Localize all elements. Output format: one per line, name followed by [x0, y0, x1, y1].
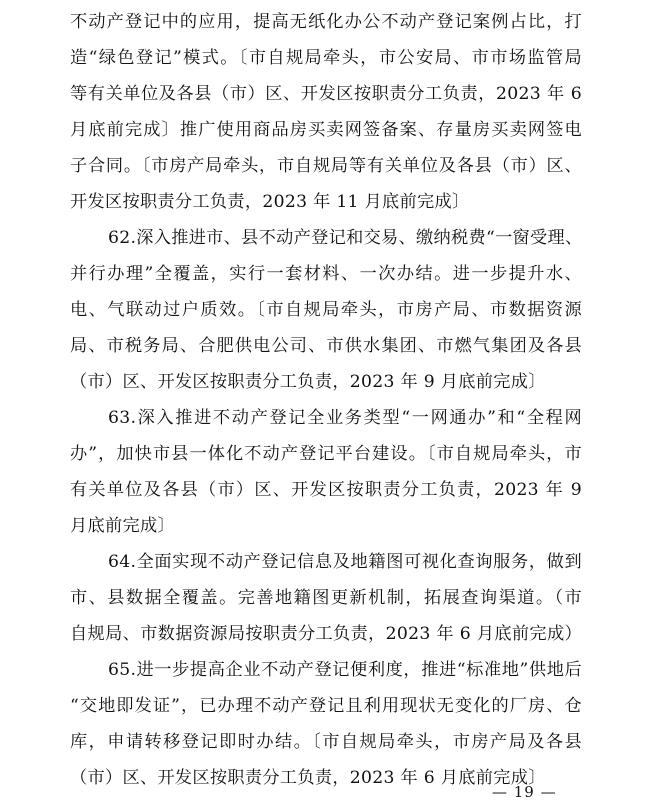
text-line: 造“绿色登记”模式。〔市自规局牵头，市公安局、市市场监管局 — [70, 48, 582, 68]
text-line: 有关单位及各县（市）区、开发区按职责分工负责，2023 年 9 — [70, 480, 582, 500]
text-line: 局、市税务局、合肥供电公司、市供水集团、市燃气集团及各县 — [70, 336, 582, 356]
text-line: （市）区、开发区按职责分工负责，2023 年 6 月底前完成〕 — [70, 768, 546, 788]
paragraph-63-first-line: 63.深入推进不动产登记全业务类型“一网通办”和“全程网 — [108, 408, 582, 428]
text-line: 电、气联动过户质效。〔市自规局牵头，市房产局、市数据资源 — [70, 300, 582, 320]
text-line: 月底前完成〕 — [70, 516, 175, 536]
text-line: 办”，加快市县一体化不动产登记平台建设。〔市自规局牵头，市 — [70, 444, 582, 464]
text-line: 不动产登记中的应用，提高无纸化办公不动产登记案例占比，打 — [70, 12, 582, 32]
text-line: 等有关单位及各县（市）区、开发区按职责分工负责，2023 年 6 — [70, 84, 582, 104]
page-number: — 19 — — [492, 783, 557, 801]
text-line: 子合同。〔市房产局牵头，市自规局等有关单位及各县（市）区、 — [70, 156, 582, 176]
text-line: 月底前完成〕推广使用商品房买卖网签备案、存量房买卖网签电 — [70, 120, 582, 140]
text-line: 并行办理”全覆盖，实行一套材料、一次办结。进一步提升水、 — [70, 264, 582, 284]
text-line: “交地即发证”，已办理不动产登记且利用现状无变化的厂房、仓 — [70, 696, 582, 716]
text-line: 开发区按职责分工负责，2023 年 11 月底前完成〕 — [70, 192, 470, 212]
paragraph-62-first-line: 62.深入推进市、县不动产登记和交易、缴纳税费“一窗受理、 — [108, 228, 583, 248]
text-line: 库，申请转移登记即时办结。〔市自规局牵头，市房产局及各县 — [70, 732, 582, 752]
text-line: 自规局、市数据资源局按职责分工负责，2023 年 6 月底前完成） — [70, 624, 582, 644]
paragraph-64-first-line: 64.全面实现不动产登记信息及地籍图可视化查询服务，做到 — [108, 552, 582, 572]
paragraph-65-first-line: 65.进一步提高企业不动产登记便利度，推进“标准地”供地后 — [108, 660, 582, 680]
text-line: （市）区、开发区按职责分工负责，2023 年 9 月底前完成〕 — [70, 372, 546, 392]
text-line: 市、县数据全覆盖。完善地籍图更新机制，拓展查询渠道。（市 — [70, 588, 582, 608]
